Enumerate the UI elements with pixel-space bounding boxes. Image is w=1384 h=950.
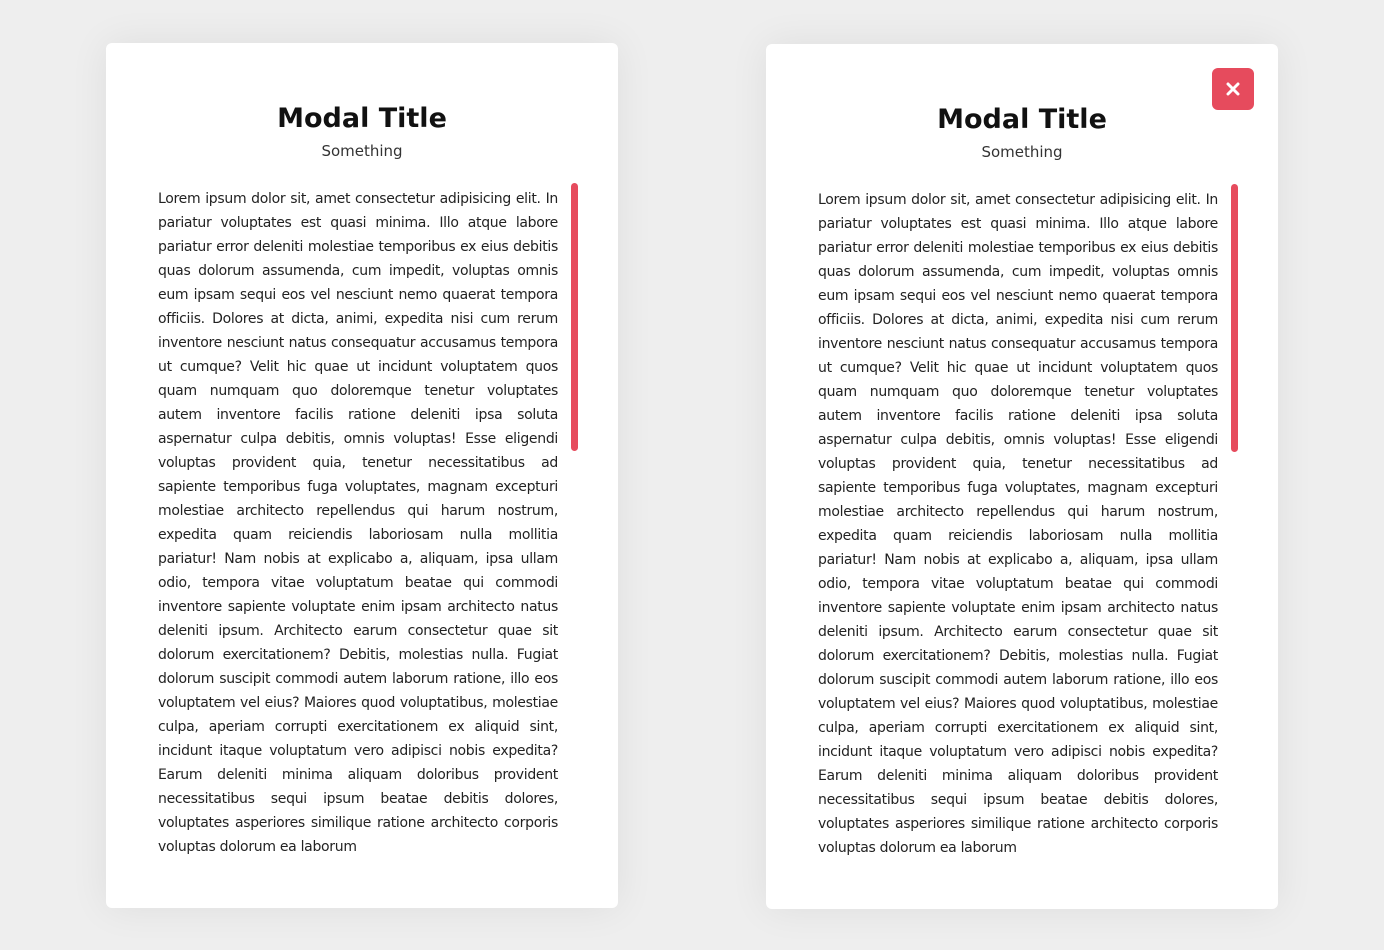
modal-body-text[interactable]: Lorem ipsum dolor sit, amet consectetur adipisicing elit. In pariatur voluptates est quasi minima. Illo atque labore pariatur error deleniti molestiae temporibus ex eius debitis quas dolorum assumenda, cum impedit, voluptas omnis eum ipsam sequi eos vel nesciunt nemo quaerat tempora officiis. Dolores at dicta, animi, expedita nisi cum rerum inventore nesciunt natus consequatur accusamus tempora ut cumque? Velit hic quae ut incidunt voluptatem quos quam numquam quo doloremque tenetur voluptates autem inventore facilis ratione deleniti ipsa soluta aspernatur culpa debitis, omnis voluptas! Esse eligendi voluptas provident quia, tenetur necessitatibus ad sapiente temporibus fuga voluptates, magnam excepturi molestiae architecto repellendus qui harum nostrum, expedita quam reiciendis laboriosam nulla mollitia pariatur! Nam nobis at explicabo a, aliquam, ipsa ullam odio, tempora vitae voluptatum beatae qui commodi inventore sapiente voluptate enim ipsam architecto natus deleniti ipsum. Architecto earum consectetur quae sit dolorum exercitationem? Debitis, molestias nulla. Fugiat dolorum suscipit commodi autem laborum ratione, illo eos voluptatem vel eius? Maiores quod voluptatibus, molestiae culpa, aperiam corrupti exercitationem ex aliquid sint, incidunt itaque voluptatum vero adipisci nobis expedita? Earum deleniti minima aliquam doloribus provident necessitatibus sequi ipsum beatae debitis dolores, voluptates asperiores similique ratione architecto corporis voluptas dolorum ea laborum xyxy=(158,191,558,855)
modal-body-text[interactable]: Lorem ipsum dolor sit, amet consectetur adipisicing elit. In pariatur voluptates est quasi minima. Illo atque labore pariatur error deleniti molestiae temporibus ex eius debitis quas dolorum assumenda, cum impedit, voluptas omnis eum ipsam sequi eos vel nesciunt nemo quaerat tempora officiis. Dolores at dicta, animi, expedita nisi cum rerum inventore nesciunt natus consequatur accusamus tempora ut cumque? Velit hic quae ut incidunt voluptatem quos quam numquam quo doloremque tenetur voluptates autem inventore facilis ratione deleniti ipsa soluta aspernatur culpa debitis, omnis voluptas! Esse eligendi voluptas provident quia, tenetur necessitatibus ad sapiente temporibus fuga voluptates, magnam excepturi molestiae architecto repellendus qui harum nostrum, expedita quam reiciendis laboriosam nulla mollitia pariatur! Nam nobis at explicabo a, aliquam, ipsa ullam odio, tempora vitae voluptatum beatae qui commodi inventore sapiente voluptate enim ipsam architecto natus deleniti ipsum. Architecto earum consectetur quae sit dolorum exercitationem? Debitis, molestias nulla. Fugiat dolorum suscipit commodi autem laborum ratione, illo eos voluptatem vel eius? Maiores quod voluptatibus, molestiae culpa, aperiam corrupti exercitationem ex aliquid sint, incidunt itaque voluptatum vero adipisci nobis expedita? Earum deleniti minima aliquam doloribus provident necessitatibus sequi ipsum beatae debitis dolores, voluptates asperiores similique ratione architecto corporis voluptas dolorum ea laborum xyxy=(818,192,1218,856)
modal-title: Modal Title xyxy=(277,103,447,134)
scrollbar-track[interactable] xyxy=(1231,184,1238,869)
scrollbar-thumb[interactable] xyxy=(571,183,578,451)
modal-subtitle: Something xyxy=(981,143,1063,161)
modal-left xyxy=(106,43,618,908)
modal-right xyxy=(766,44,1278,909)
close-icon xyxy=(1226,82,1240,96)
modal-subtitle: Something xyxy=(321,142,403,160)
modal-title: Modal Title xyxy=(937,104,1107,135)
scrollbar-track[interactable] xyxy=(571,183,578,868)
scrollbar-thumb[interactable] xyxy=(1231,184,1238,452)
